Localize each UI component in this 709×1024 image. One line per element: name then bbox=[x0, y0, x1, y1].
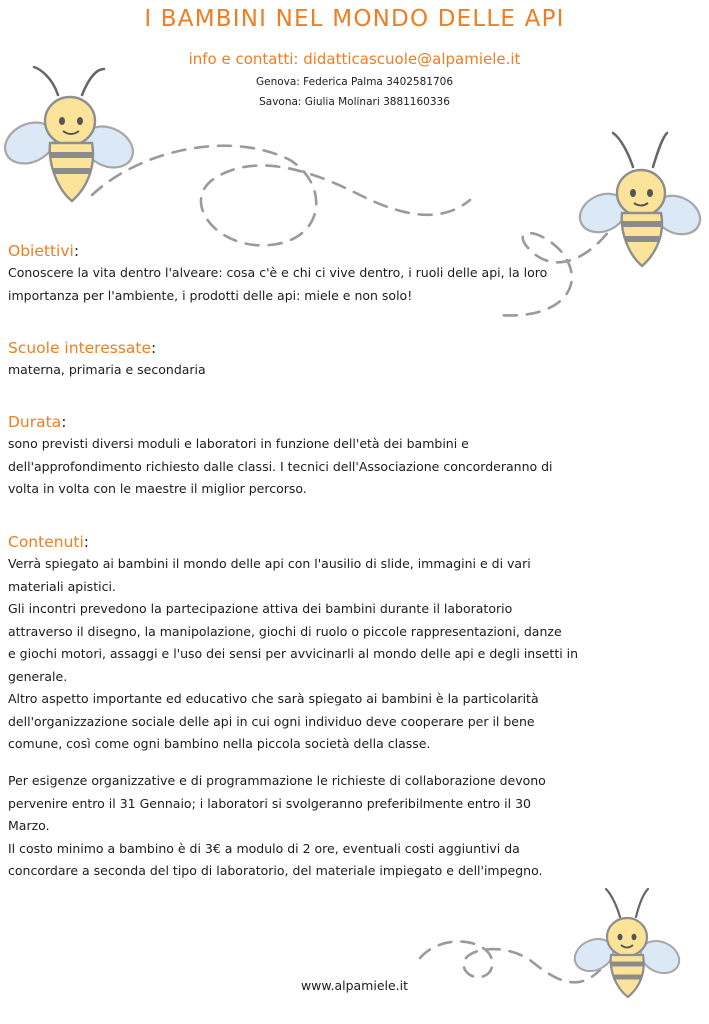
section-line: Per esigenze organizzative e di programmazione le richieste di collaborazione devono bbox=[8, 773, 546, 788]
section-durata bbox=[8, 411, 700, 501]
section-line: Altro aspetto importante ed educativo che sarà spiegato ai bambini è la particolarità bbox=[8, 691, 539, 706]
contact-savona: Savona: Giulia Molinari 3881160336 bbox=[259, 96, 450, 108]
section-note bbox=[8, 770, 700, 883]
section-obiettivi bbox=[8, 240, 700, 307]
section-line: Il costo minimo a bambino è di 3€ a modulo di 2 ore, eventuali costi aggiuntivi da bbox=[8, 840, 520, 856]
contact-genova: Genova: Federica Palma 3402581706 bbox=[255, 76, 454, 88]
section-line: pervenire entro il 31 Gennaio; i laboratori si svolgeranno preferibilmente entro il 30 bbox=[8, 795, 531, 811]
section-line: sono previsti diversi moduli e laboratori in funzione dell'età dei bambini e bbox=[8, 436, 469, 451]
page-title: I BAMBINI NEL MONDO DELLE API bbox=[144, 6, 565, 32]
section-scuole-interessate bbox=[8, 337, 700, 382]
section-line: Verrà spiegato ai bambini il mondo delle api con l'ausilio di slide, immagini e di vari bbox=[8, 556, 531, 571]
section-line: Gli incontri prevedono la partecipazione attiva dei bambini durante il laboratorio bbox=[8, 601, 513, 616]
section-line: volta in volta con le maestre il miglior percorso. bbox=[8, 481, 307, 496]
section-line: generale. bbox=[8, 668, 68, 684]
section-line: dell'organizzazione sociale delle api in cui ogni individuo deve cooperare per il bene bbox=[8, 713, 535, 729]
section-heading: Obiettivi: bbox=[8, 242, 80, 260]
section-line: Marzo. bbox=[8, 818, 50, 833]
section-line: attraverso il disegno, la manipolazione, giochi di ruolo o piccole rappresentazioni, danze bbox=[8, 623, 562, 639]
section-line: Conoscere la vita dentro l'alveare: cosa c'è e chi ci vive dentro, i ruoli delle api, la loro bbox=[8, 265, 548, 280]
section-line: materiali apistici. bbox=[8, 578, 116, 594]
section-heading: Scuole interessate: bbox=[8, 339, 157, 357]
section-contenuti bbox=[8, 531, 700, 756]
footer-website: www.alpamiele.it bbox=[300, 978, 409, 993]
section-line: importanza per l'ambiente, i prodotti delle api: miele e non solo! bbox=[8, 287, 413, 303]
contact-info-line: info e contatti: didatticascuole@alpamiele.it bbox=[188, 50, 521, 68]
section-line: dell'approfondimento richiesto dalle classi. I tecnici dell'Associazione concorderanno di bbox=[8, 458, 553, 474]
section-line: materna, primaria e secondaria bbox=[8, 362, 206, 377]
section-heading: Contenuti: bbox=[8, 533, 90, 551]
section-line: concordare a seconda del tipo di laboratorio, del materiale impiegato e dell'impegno. bbox=[8, 863, 543, 878]
section-heading: Durata: bbox=[8, 413, 67, 431]
section-line: e giochi motori, assaggi e l'uso dei sensi per avvicinarli al mondo delle api e degli insetti in bbox=[8, 646, 579, 661]
section-line: comune, così come ogni bambino nella piccola società della classe. bbox=[8, 736, 431, 751]
